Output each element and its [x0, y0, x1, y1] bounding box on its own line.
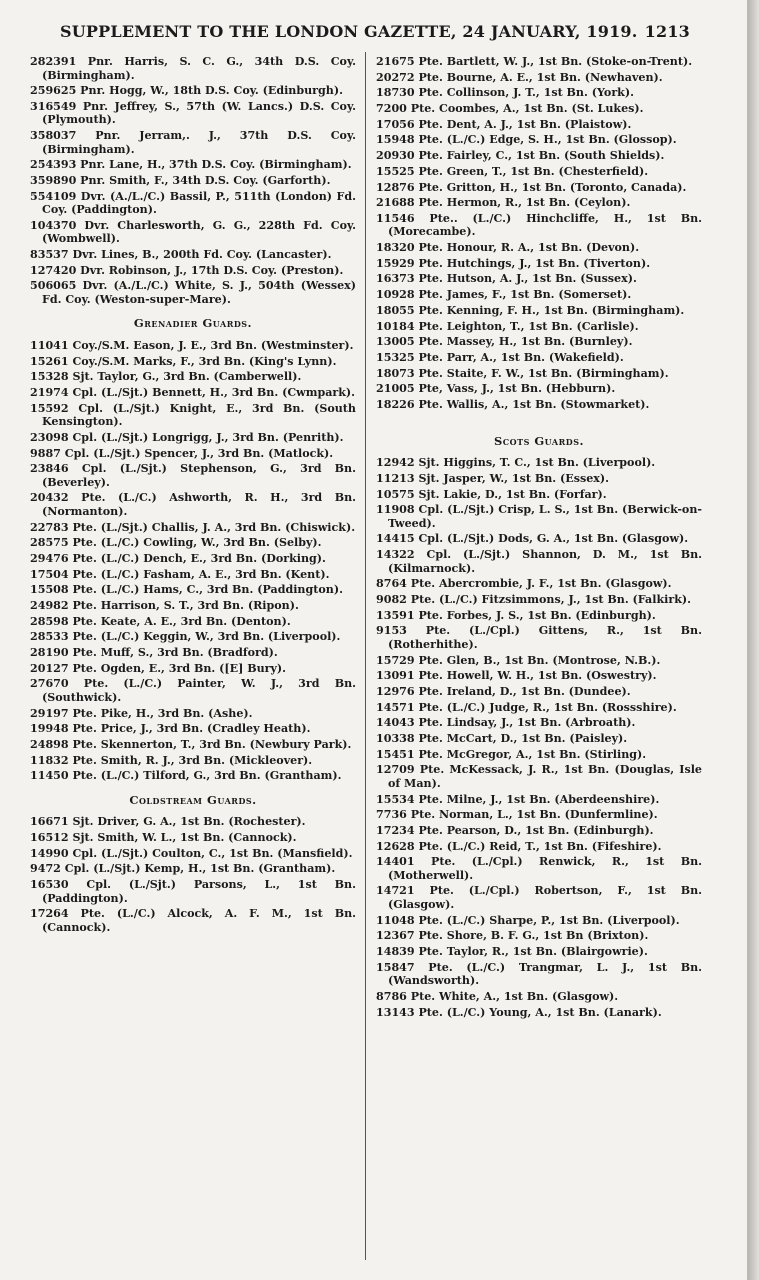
list-entry: 15948 Pte. (L./C.) Edge, S. H., 1st Bn. (Glossop).: [376, 133, 677, 147]
list-entry: 11832 Pte. Smith, R. J., 3rd Bn. (Mickleover).: [30, 753, 313, 767]
list-entry: 9082 Pte. (L./C.) Fitzsimmons, J., 1st Bn. (Falkirk).: [376, 592, 692, 606]
list-entry: 20432 Pte. (L./C.) Ashworth, R. H., 3rd Bn. (Normanton).: [30, 491, 356, 518]
list-entry: 18320 Pte. Honour, R. A., 1st Bn. (Devon).: [376, 241, 640, 255]
gazette-title: SUPPLEMENT TO THE LONDON GAZETTE, 24 JANUARY, 1919.: [60, 22, 638, 41]
list-entry: 14415 Cpl. (L./Sjt.) Dods, G. A., 1st Bn. (Glasgow).: [376, 532, 689, 546]
coldstream-guards-list: [30, 815, 356, 934]
list-entry: 10928 Pte. James, F., 1st Bn. (Somerset).: [376, 288, 632, 302]
list-entry: 15534 Pte. Milne, J., 1st Bn. (Aberdeenshire).: [376, 792, 660, 806]
list-entry: 14721 Pte. (L./Cpl.) Robertson, F., 1st Bn. (Glasgow).: [376, 884, 702, 911]
list-entry: 10575 Sjt. Lakie, D., 1st Bn. (Forfar).: [376, 487, 607, 501]
list-entry: 13005 Pte. Massey, H., 1st Bn. (Burnley).: [376, 335, 633, 349]
list-entry: 20930 Pte. Fairley, C., 1st Bn. (South Shields).: [376, 149, 665, 163]
list-entry: 8786 Pte. White, A., 1st Bn. (Glasgow).: [376, 989, 619, 1003]
list-entry: 127420 Dvr. Robinson, J., 17th D.S. Coy. (Preston).: [30, 263, 344, 277]
list-entry: 11041 Coy./S.M. Eason, J. E., 3rd Bn. (Westminster).: [30, 338, 354, 352]
list-entry: 15328 Sjt. Taylor, G., 3rd Bn. (Camberwell).: [30, 370, 302, 384]
list-entry: 13091 Pte. Howell, W. H., 1st Bn. (Oswestry).: [376, 669, 657, 683]
list-entry: 15451 Pte. McGregor, A., 1st Bn. (Stirling).: [376, 747, 647, 761]
list-entry: 12709 Pte. McKessack, J. R., 1st Bn. (Douglas, Isle of Man).: [376, 763, 702, 790]
list-entry: 282391 Pnr. Harris, S. C. G., 34th D.S. Coy. (Birmingham).: [30, 55, 356, 82]
list-entry: 15261 Coy./S.M. Marks, F., 3rd Bn. (King's Lynn).: [30, 354, 337, 368]
list-entry: 83537 Dvr. Lines, B., 200th Fd. Coy. (Lancaster).: [30, 248, 332, 261]
list-entry: 11546 Pte.. (L./C.) Hinchcliffe, H., 1st Bn. (Morecambe).: [376, 211, 702, 239]
list-entry: 9153 Pte. (L./Cpl.) Gittens, R., 1st Bn. (Rotherhithe).: [376, 624, 702, 651]
list-entry: 21005 Pte, Vass, J., 1st Bn. (Hebburn).: [376, 382, 616, 396]
list-entry: 29197 Pte. Pike, H., 3rd Bn. (Ashe).: [30, 706, 253, 720]
grenadier-guards-list: [30, 339, 356, 783]
list-entry: 24982 Pte. Harrison, S. T., 3rd Bn. (Ripon).: [30, 599, 299, 612]
list-entry: 14990 Cpl. (L./Sjt.) Coulton, C., 1st Bn. (Mansfield).: [30, 846, 353, 860]
list-entry: 12876 Pte. Gritton, H., 1st Bn. (Toronto, Canada).: [376, 180, 687, 194]
list-entry: 15929 Pte. Hutchings, J., 1st Bn. (Tiverton).: [376, 256, 651, 270]
list-entry: 14043 Pte. Lindsay, J., 1st Bn. (Arbroath).: [376, 716, 636, 730]
royal-engineers-list: [30, 55, 356, 306]
list-entry: 28598 Pte. Keate, A. E., 3rd Bn. (Denton).: [30, 614, 291, 628]
list-entry: 21688 Pte. Hermon, R., 1st Bn. (Ceylon).: [376, 196, 631, 210]
right-column: [376, 55, 702, 1021]
list-entry: 28190 Pte. Muff, S., 3rd Bn. (Bradford).: [30, 646, 278, 660]
grenadier-guards-heading: Grenadier Guards.: [133, 316, 253, 331]
section-gap: [376, 414, 702, 424]
list-entry: 12976 Pte. Ireland, D., 1st Bn. (Dundee).: [376, 684, 631, 698]
list-entry: 24898 Pte. Skennerton, T., 3rd Bn. (Newbury Park).: [30, 738, 352, 751]
list-entry: 506065 Dvr. (A./L./C.) White, S. J., 504th (Wessex) Fd. Coy. (Weston-super-Mare).: [30, 279, 356, 306]
list-entry: 12367 Pte. Shore, B. F. G., 1st Bn (Brixton).: [376, 929, 649, 943]
list-entry: 16671 Sjt. Driver, G. A., 1st Bn. (Rochester).: [30, 815, 306, 829]
list-entry: 18073 Pte. Staite, F. W., 1st Bn. (Birmingham).: [376, 366, 669, 380]
list-entry: 254393 Pnr. Lane, H., 37th D.S. Coy. (Birmingham).: [30, 158, 352, 172]
list-entry: 15592 Cpl. (L./Sjt.) Knight, E., 3rd Bn. (South Kensington).: [30, 401, 356, 429]
list-entry: 15508 Pte. (L./C.) Hams, C., 3rd Bn. (Paddington).: [30, 583, 343, 597]
list-entry: 18226 Pte. Wallis, A., 1st Bn. (Stowmarket).: [376, 397, 650, 411]
list-entry: 16373 Pte. Hutson, A. J., 1st Bn. (Sussex).: [376, 272, 637, 286]
list-entry: 17234 Pte. Pearson, D., 1st Bn. (Edinburgh).: [376, 823, 654, 837]
list-entry: 17504 Pte. (L./C.) Fasham, A. E., 3rd Bn. (Kent).: [30, 567, 330, 581]
scots-guards-heading: Scots Guards.: [493, 433, 584, 448]
list-entry: 7736 Pte. Norman, L., 1st Bn. (Dunfermline).: [376, 808, 658, 822]
list-entry: 15729 Pte. Glen, B., 1st Bn. (Montrose, N.B.).: [376, 653, 661, 667]
list-entry: 14401 Pte. (L./Cpl.) Renwick, R., 1st Bn. (Motherwell).: [376, 855, 702, 882]
scots-guards-list: [376, 456, 702, 1019]
list-entry: 104370 Dvr. Charlesworth, G. G., 228th Fd. Coy. (Wombwell).: [30, 218, 356, 246]
page-number: 1213: [644, 22, 690, 41]
list-entry: 12628 Pte. (L./C.) Reid, T., 1st Bn. (Fifeshire).: [376, 839, 662, 853]
list-entry: 28575 Pte. (L./C.) Cowling, W., 3rd Bn. (Selby).: [30, 536, 322, 550]
list-entry: 14839 Pte. Taylor, R., 1st Bn. (Blairgowrie).: [376, 945, 648, 958]
list-entry: 11213 Sjt. Jasper, W., 1st Bn. (Essex).: [376, 471, 610, 485]
list-entry: 16512 Sjt. Smith, W. L., 1st Bn. (Cannock).: [30, 831, 297, 845]
list-entry: 20272 Pte. Bourne, A. E., 1st Bn. (Newhaven).: [376, 70, 663, 84]
list-entry: 29476 Pte. (L./C.) Dench, E., 3rd Bn. (Dorking).: [30, 551, 326, 565]
list-entry: 17264 Pte. (L./C.) Alcock, A. F. M., 1st Bn. (Cannock).: [30, 907, 356, 934]
left-column: [30, 55, 356, 937]
list-entry: 9472 Cpl. (L./Sjt.) Kemp, H., 1st Bn. (Grantham).: [30, 862, 336, 876]
list-entry: 27670 Pte. (L./C.) Painter, W. J., 3rd Bn. (Southwick).: [30, 677, 356, 704]
list-entry: 12942 Sjt. Higgins, T. C., 1st Bn. (Liverpool).: [376, 456, 656, 470]
list-entry: 13591 Pte. Forbes, J. S., 1st Bn. (Edinburgh).: [376, 608, 656, 622]
list-entry: 16530 Cpl. (L./Sjt.) Parsons, L., 1st Bn. (Paddington).: [30, 878, 356, 905]
list-entry: 358037 Pnr. Jerram,. J., 37th D.S. Coy. (Birmingham).: [30, 129, 356, 156]
list-entry: 14322 Cpl. (L./Sjt.) Shannon, D. M., 1st Bn. (Kilmarnock).: [376, 548, 702, 575]
list-entry: 18730 Pte. Collinson, J. T., 1st Bn. (York).: [376, 86, 634, 100]
list-entry: 15525 Pte. Green, T., 1st Bn. (Chesterfield).: [376, 164, 649, 178]
list-entry: 359890 Pnr. Smith, F., 34th D.S. Coy. (Garforth).: [30, 173, 331, 187]
list-entry: 22783 Pte. (L./Sjt.) Challis, J. A., 3rd Bn. (Chiswick).: [30, 520, 356, 534]
list-entry: 11908 Cpl. (L./Sjt.) Crisp, L. S., 1st Bn. (Berwick-on-Tweed).: [376, 503, 702, 530]
list-entry: 10184 Pte. Leighton, T., 1st Bn. (Carlisle).: [376, 319, 639, 333]
list-entry: 15325 Pte. Parr, A., 1st Bn. (Wakefield).: [376, 350, 624, 364]
list-entry: 18055 Pte. Kenning, F. H., 1st Bn. (Birmingham).: [376, 303, 685, 317]
page-edge: [748, 0, 759, 1280]
list-entry: 8764 Pte. Abercrombie, J. F., 1st Bn. (Glasgow).: [376, 577, 672, 591]
coldstream-guards-heading: Coldstream Guards.: [129, 792, 257, 807]
list-entry: 20127 Pte. Ogden, E., 3rd Bn. ([E] Bury).: [30, 661, 287, 675]
list-entry: 11450 Pte. (L./C.) Tilford, G., 3rd Bn. (Grantham).: [30, 769, 342, 783]
list-entry: 21675 Pte. Bartlett, W. J., 1st Bn. (Stoke-on-Trent).: [376, 55, 693, 68]
list-entry: 554109 Dvr. (A./L./C.) Bassil, P., 511th (London) Fd. Coy. (Paddington).: [30, 189, 356, 217]
page-header: [60, 22, 690, 41]
list-entry: 14571 Pte. (L./C.) Judge, R., 1st Bn. (Rossshire).: [376, 700, 677, 714]
list-entry: 21974 Cpl. (L./Sjt.) Bennett, H., 3rd Bn. (Cwmpark).: [30, 385, 356, 399]
coldstream-guards-continued-list: [376, 55, 702, 411]
list-entry: 11048 Pte. (L./C.) Sharpe, P., 1st Bn. (Liverpool).: [376, 913, 680, 927]
list-entry: 17056 Pte. Dent, A. J., 1st Bn. (Plaistow).: [376, 117, 632, 131]
list-entry: 13143 Pte. (L./C.) Young, A., 1st Bn. (Lanark).: [376, 1005, 662, 1019]
list-entry: 23846 Cpl. (L./Sjt.) Stephenson, G., 3rd Bn. (Beverley).: [30, 462, 356, 489]
list-entry: 23098 Cpl. (L./Sjt.) Longrigg, J., 3rd Bn. (Penrith).: [30, 430, 344, 444]
list-entry: 9887 Cpl. (L./Sjt.) Spencer, J., 3rd Bn. (Matlock).: [30, 446, 334, 460]
list-entry: 259625 Pnr. Hogg, W., 18th D.S. Coy. (Edinburgh).: [30, 84, 343, 98]
list-entry: 19948 Pte. Price, J., 3rd Bn. (Cradley Heath).: [30, 722, 311, 736]
list-entry: 10338 Pte. McCart, D., 1st Bn. (Paisley).: [376, 731, 628, 745]
list-entry: 28533 Pte. (L./C.) Keggin, W., 3rd Bn. (Liverpool).: [30, 630, 341, 644]
list-entry: 316549 Pnr. Jeffrey, S., 57th (W. Lancs.) D.S. Coy. (Plymouth).: [30, 99, 356, 127]
column-divider: [365, 52, 366, 1260]
list-entry: 7200 Pte. Coombes, A., 1st Bn. (St. Lukes).: [376, 102, 644, 116]
list-entry: 15847 Pte. (L./C.) Trangmar, L. J., 1st Bn. (Wandsworth).: [376, 960, 702, 988]
